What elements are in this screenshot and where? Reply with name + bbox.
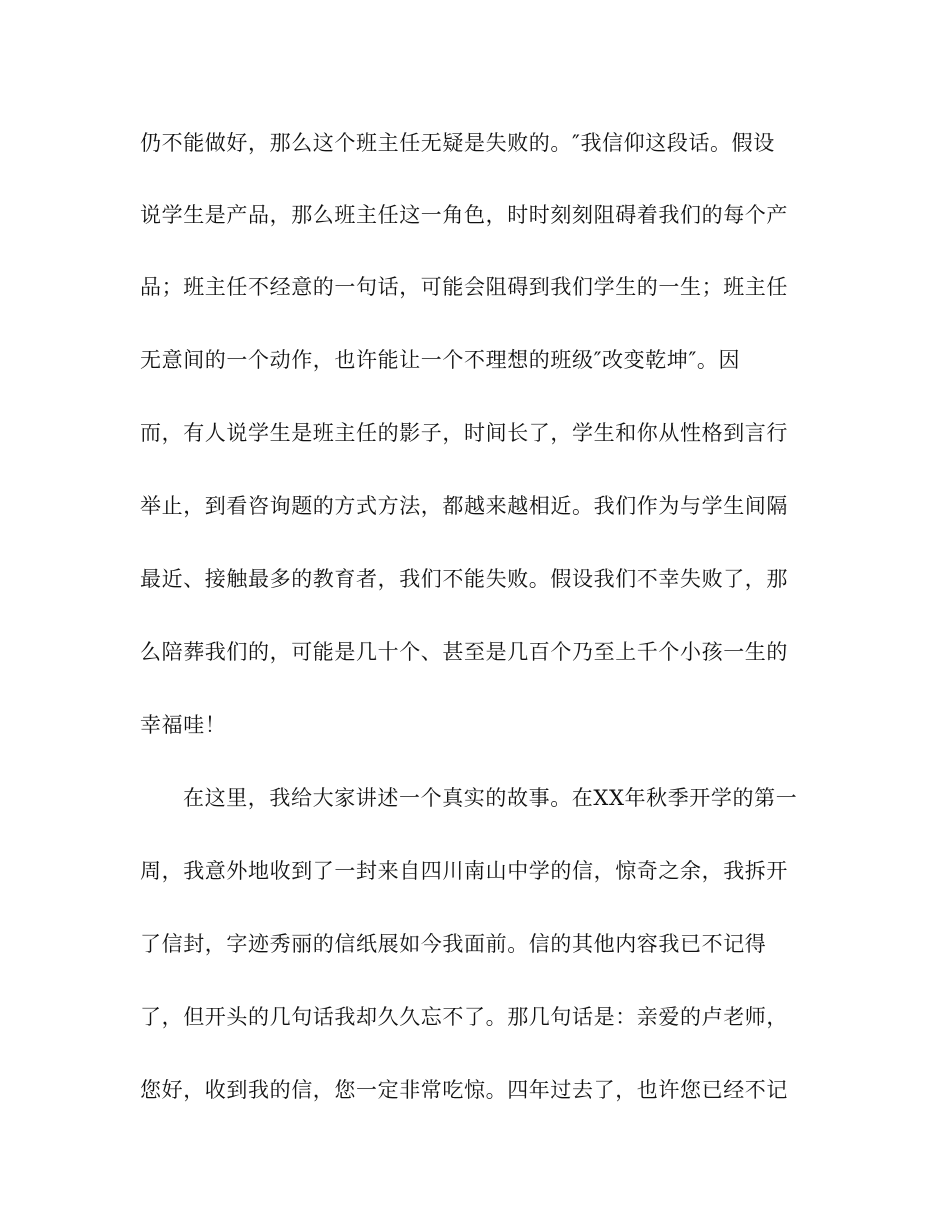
- text-line-9: 幸福哇！: [140, 713, 227, 737]
- text-line-4: 无意间的一个动作，也许能让一个不理想的班级″改变乾坤″。因: [140, 348, 741, 372]
- text-line-2: 说学生是产品，那么班主任这一角色，时时刻刻阻碍着我们的每个产: [140, 203, 788, 227]
- text-line-14: 您好，收到我的信，您一定非常吃惊。四年过去了，也许您已经不记: [140, 1078, 788, 1102]
- text-line-1: 仍不能做好，那么这个班主任无疑是失败的。″我信仰这段话。假设: [140, 131, 775, 155]
- text-line-8: 么陪葬我们的，可能是几十个、甚至是几百个乃至上千个小孩一生的: [140, 640, 788, 664]
- text-line-11: 周，我意外地收到了一封来自四川南山中学的信，惊奇之余，我拆开: [140, 859, 788, 883]
- text-line-3: 品；班主任不经意的一句话，可能会阻碍到我们学生的一生；班主任: [140, 275, 788, 299]
- text-line-12: 了信封，字迹秀丽的信纸展如今我面前。信的其他内容我已不记得: [140, 932, 767, 956]
- paragraph-2-first-line: 在这里，我给大家讲述一个真实的故事。在XX年秋季开学的第一: [183, 786, 798, 810]
- text-line-7: 最近、接触最多的教育者，我们不能失败。假设我们不幸失败了，那: [140, 567, 788, 591]
- text-line-13: 了，但开头的几句话我却久久忘不了。那几句话是：亲爱的卢老师，: [140, 1005, 788, 1029]
- text-line-5: 而，有人说学生是班主任的影子，时间长了，学生和你从性格到言行: [140, 421, 788, 445]
- text-line-6: 举止，到看咨询题的方式方法，都越来越相近。我们作为与学生间隔: [140, 494, 788, 518]
